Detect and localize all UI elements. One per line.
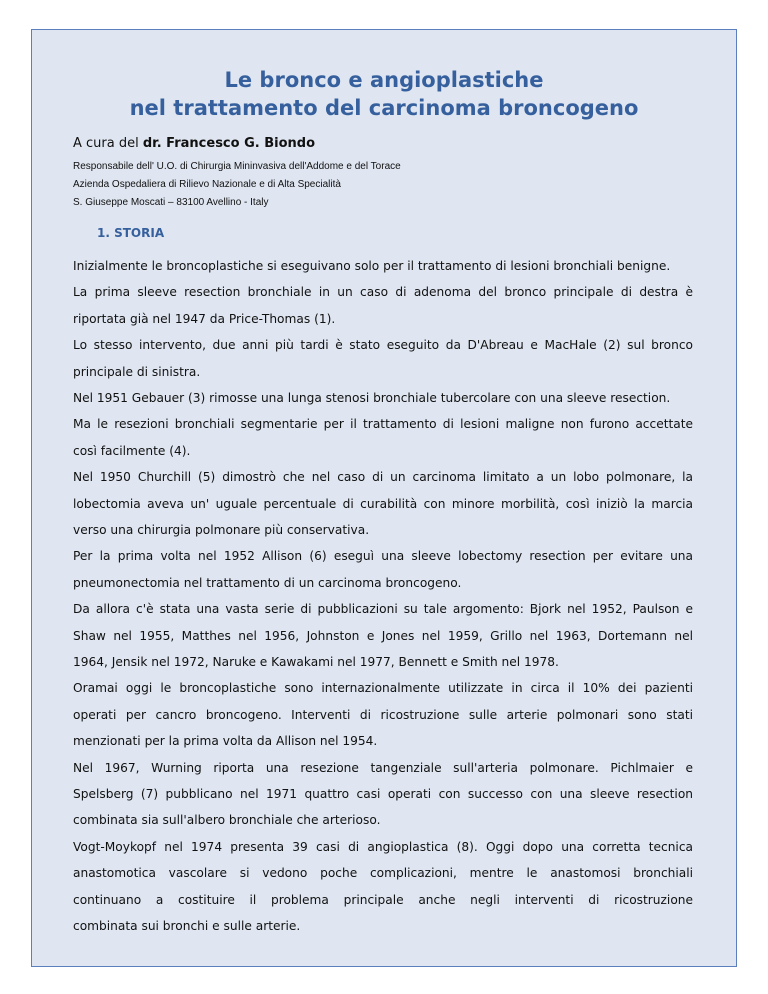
title-line-2: nel trattamento del carcinoma broncogeno	[129, 96, 639, 120]
body-line: menzionati per la prima volta da Allison nel 1954.	[73, 734, 378, 749]
affiliation-line: Responsabile dell' U.O. di Chirurgia Mininvasiva dell'Addome e del Torace	[73, 161, 401, 172]
body-line: anastomotica vascolare si vedono poche complicazioni, mentre le anastomosi bronchiali	[73, 866, 693, 881]
affiliation-line: S. Giuseppe Moscati – 83100 Avellino - Italy	[73, 197, 269, 208]
body-line: operati per cancro broncogeno. Interventi di ricostruzione sulle arterie polmonari sono stati	[73, 707, 693, 722]
body-line: Oramai oggi le broncoplastiche sono internazionalmente utilizzate in circa il 10% dei pazienti	[73, 681, 693, 696]
body-line: continuano a costituire il problema principale anche negli interventi di ricostruzione	[73, 892, 693, 907]
author-prefix: A cura del	[73, 136, 143, 151]
body-line: 1964, Jensik nel 1972, Naruke e Kawakami nel 1977, Bennett e Smith nel 1978.	[73, 655, 559, 669]
body-line: così facilmente (4).	[73, 443, 191, 458]
body-line: Nel 1967, Wurning riporta una resezione tangenziale sull'arteria polmonare. Pichlmaier e	[73, 760, 693, 775]
author-line	[73, 136, 315, 151]
body-line: Da allora c'è stata una vasta serie di pubblicazioni su tale argomento: Bjork nel 1952, Paulson e	[73, 602, 693, 617]
title-line-1: Le bronco e angioplastiche	[224, 68, 544, 92]
affiliation-line: Azienda Ospedaliera di Rilievo Nazionale e di Alta Specialità	[73, 179, 341, 190]
body-line: Ma le resezioni bronchiali segmentarie per il trattamento di lesioni maligne non furono accettate	[73, 417, 693, 432]
body-line: lobectomia aveva un' uguale percentuale di curabilità con minore morbilità, così iniziò la marcia	[73, 496, 693, 511]
body-line: principale di sinistra.	[73, 364, 201, 379]
body-line: Vogt-Moykopf nel 1974 presenta 39 casi di angioplastica (8). Oggi dopo una corretta tecnica	[73, 839, 693, 854]
body-line: pneumonectomia nel trattamento di un carcinoma broncogeno.	[73, 575, 462, 590]
body-line: verso una chirurgia polmonare più conservativa.	[73, 523, 370, 537]
body-line: Per la prima volta nel 1952 Allison (6) eseguì una sleeve lobectomy resection per evitare una	[73, 549, 693, 564]
body-line: combinata sui bronchi e sulle arterie.	[73, 919, 301, 933]
body-line: Nel 1950 Churchill (5) dimostrò che nel caso di un carcinoma limitato a un lobo polmonare, la	[73, 470, 693, 485]
body-line: riportata già nel 1947 da Price-Thomas (1).	[73, 311, 336, 326]
body-line: Lo stesso intervento, due anni più tardi è stato eseguito da D'Abreau e MacHale (2) sul bronco	[73, 338, 693, 353]
author-name: dr. Francesco G. Biondo	[142, 136, 316, 151]
body-line: La prima sleeve resection bronchiale in un caso di adenoma del bronco principale di destra è	[73, 285, 693, 300]
body-line: Shaw nel 1955, Matthes nel 1956, Johnston e Jones nel 1959, Grillo nel 1963, Dortemann nel	[73, 628, 693, 643]
body-line: Nel 1951 Gebauer (3) rimosse una lunga stenosi bronchiale tubercolare con una sleeve resection.	[73, 391, 671, 405]
body-line: Inizialmente le broncoplastiche si eseguivano solo per il trattamento di lesioni bronchiali benigne.	[73, 259, 671, 273]
body-line: combinata sia sull'albero bronchiale che arterioso.	[73, 813, 381, 828]
section-heading: 1. STORIA	[97, 226, 165, 240]
body-line: Spelsberg (7) pubblicano nel 1971 quattro casi operati con successo con una sleeve resection	[73, 787, 693, 801]
